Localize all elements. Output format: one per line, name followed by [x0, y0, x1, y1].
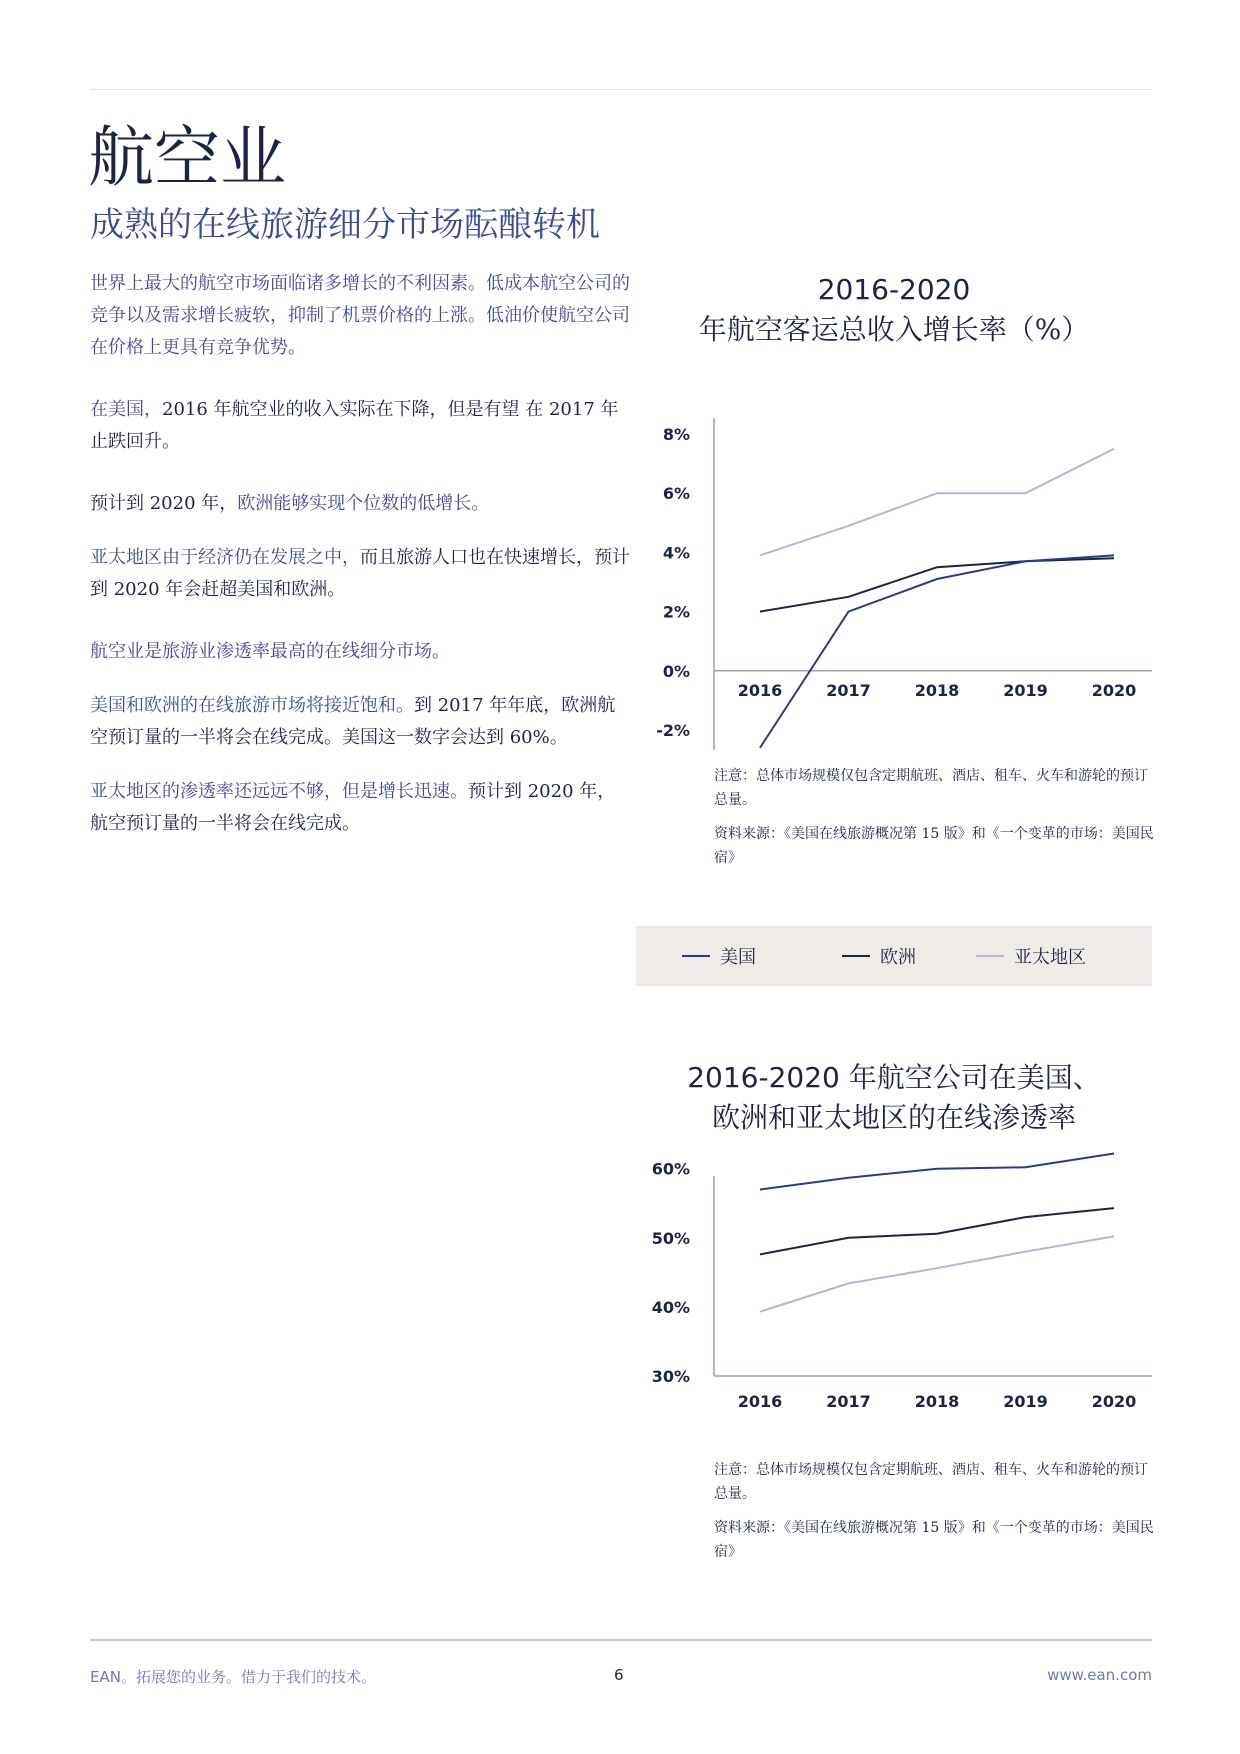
x-tick-label: 2018: [914, 1392, 960, 1411]
page-number: 6: [614, 1666, 624, 1684]
x-tick-label: 2017: [826, 1392, 871, 1411]
chart1-notes: [714, 764, 1154, 880]
paragraph-6: [90, 690, 630, 754]
y-tick-label: 4%: [662, 543, 690, 563]
paragraph-5: 航空业是旅游业渗透率最高的在线细分市场。: [90, 641, 450, 662]
bottom-rule: [90, 1639, 1152, 1641]
y-tick-label: -2%: [656, 721, 690, 740]
y-tick-label: 0%: [662, 661, 690, 681]
paragraph-6-rest: 到 2017 年年底，欧洲航空预订量的一半将会在线完成。美国这一数字会达到 60%。: [90, 695, 616, 748]
chart-legend: [636, 926, 1152, 986]
paragraph-4-lead: 亚太地区由于经济仍在发展之中，: [90, 547, 360, 568]
paragraph-4-rest: 而且旅游人口也在快速增长，预计到 2020 年会赶超美国和欧洲。: [90, 547, 630, 600]
paragraph-4: [90, 542, 630, 606]
y-tick-label: 8%: [662, 425, 690, 444]
body-text: [90, 268, 630, 840]
paragraph-7-lead: 亚太地区的渗透率还远远不够，但是增长迅速。: [90, 781, 468, 802]
x-tick-label: 2019: [1003, 681, 1048, 700]
paragraph-2-lead: 在美国，: [90, 399, 162, 420]
y-tick-label: 2%: [662, 602, 690, 622]
page-title: 航空业: [88, 119, 286, 196]
top-rule: [90, 89, 1152, 90]
chart2-online-penetration: [636, 1159, 1152, 1416]
legend-swatch-europe: [842, 955, 870, 957]
chart2-title-line1: 2016-2020 年航空公司在美国、: [687, 1061, 1101, 1094]
series-line-亚太地区: [760, 1236, 1114, 1311]
x-tick-label: 2020: [1091, 681, 1137, 700]
paragraph-3-lead: 预计到 2020 年，: [90, 493, 238, 514]
x-tick-label: 2016: [737, 681, 783, 700]
chart1-title-line1: 2016-2020: [817, 273, 971, 306]
paragraph-7: [90, 776, 630, 840]
footer-tagline: [90, 1666, 376, 1687]
paragraph-2: [90, 394, 630, 458]
legend-label-usa: 美国: [720, 947, 756, 968]
legend-item-apac: [976, 926, 1086, 986]
legend-swatch-usa: [682, 955, 710, 957]
legend-item-europe: [842, 926, 916, 986]
chart2-title-line2: 欧洲和亚太地区的在线渗透率: [711, 1101, 1076, 1134]
x-tick-label: 2017: [826, 681, 871, 700]
x-tick-label: 2019: [1003, 1392, 1048, 1411]
legend-label-apac: 亚太地区: [1014, 947, 1086, 968]
chart2-note: 注意：总体市场规模仅包含定期航班、酒店、租车、火车和游轮的预订总量。: [714, 1462, 1148, 1502]
series-line-欧洲: [760, 1208, 1114, 1254]
paragraph-3: [90, 488, 630, 520]
series-line-美国: [760, 1154, 1114, 1190]
series-line-美国: [760, 555, 1114, 747]
x-tick-label: 2020: [1091, 1392, 1137, 1411]
y-tick-label: 6%: [662, 484, 690, 504]
chart1-note: 注意：总体市场规模仅包含定期航班、酒店、租车、火车和游轮的预订总量。: [714, 768, 1148, 808]
chart2-source: 资料来源：《美国在线旅游概况第 15 版》和《一个变革的市场：美国民宿》: [714, 1520, 1154, 1560]
y-tick-label: 50%: [651, 1228, 690, 1248]
footer-url[interactable]: www.ean.com: [1047, 1666, 1152, 1684]
chart2-notes: [714, 1458, 1154, 1574]
legend-item-usa: [682, 926, 756, 986]
y-tick-label: 60%: [651, 1159, 690, 1179]
x-tick-label: 2018: [914, 681, 960, 700]
chart2-title: [636, 1058, 1152, 1138]
footer-tagline-text: 。拓展您的业务。借力于我们的技术。: [120, 1668, 376, 1686]
legend-swatch-apac: [976, 955, 1004, 957]
footer-brand: EAN: [90, 1668, 121, 1686]
chart1-revenue-growth: [636, 410, 1152, 750]
paragraph-6-lead: 美国和欧洲的在线旅游市场将接近饱和。: [90, 695, 414, 716]
legend-label-europe: 欧洲: [880, 947, 916, 968]
x-tick-label: 2016: [737, 1392, 783, 1411]
paragraph-3-rest: 欧洲能够实现个位数的低增长。: [237, 493, 490, 514]
series-line-欧洲: [760, 558, 1114, 611]
y-tick-label: 30%: [651, 1367, 690, 1386]
chart1-title: [636, 270, 1152, 350]
y-tick-label: 40%: [651, 1297, 690, 1317]
paragraph-2-rest: 2016 年航空业的收入实际在下降，但是有望 在 2017 年止跌回升。: [90, 399, 619, 452]
page-subtitle: 成熟的在线旅游细分市场酝酿转机: [90, 205, 600, 245]
paragraph-7-rest: 预计到 2020 年，航空预订量的一半将会在线完成。: [90, 781, 616, 834]
chart1-source: 资料来源：《美国在线旅游概况第 15 版》和《一个变革的市场：美国民宿》: [714, 826, 1154, 866]
series-line-亚太地区: [760, 449, 1114, 556]
chart1-title-line2: 年航空客运总收入增长率（%）: [698, 313, 1090, 346]
paragraph-1: 世界上最大的航空市场面临诸多增长的不利因素。低成本航空公司的竞争以及需求增长疲软，抑制了机票价格的上涨。低油价使航空公司在价格上更具有竞争优势。: [90, 273, 630, 358]
